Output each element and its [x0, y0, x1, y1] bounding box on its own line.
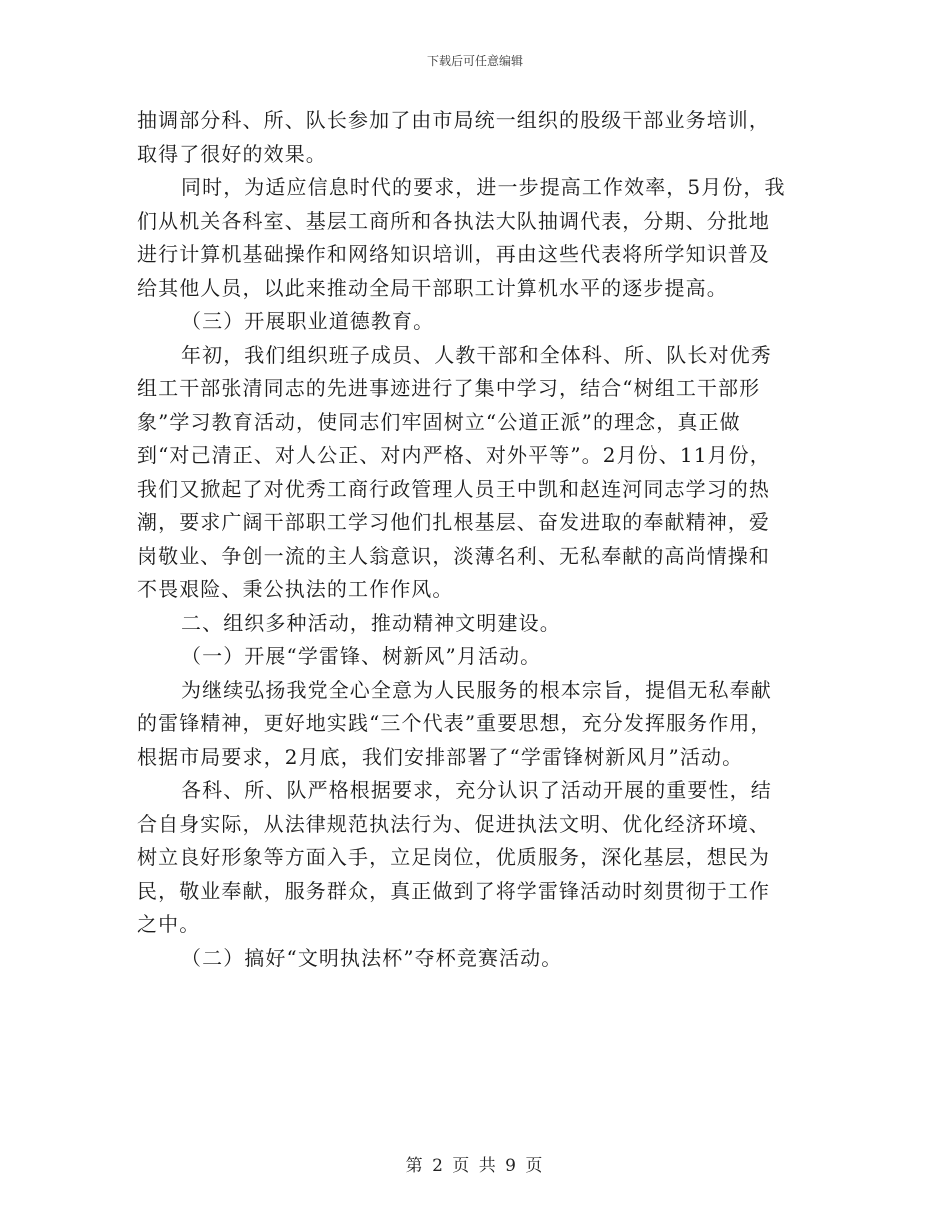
text-line: 到“对己清正、对人公正、对内严格、对外平等”。2月份、11月份， — [137, 443, 771, 467]
text-line: 不畏艰险、秉公执法的工作作风。 — [137, 577, 454, 601]
text-line: 之中。 — [137, 912, 201, 936]
document-body — [137, 104, 827, 975]
text-line: 各科、所、队严格根据要求，充分认识了活动开展的重要性，结 — [181, 778, 772, 802]
text-line: （一）开展“学雷锋、树新风”月活动。 — [181, 644, 542, 668]
text-line: 抽调部分科、所、队长参加了由市局统一组织的股级干部业务培训， — [137, 108, 770, 132]
text-line: 象”学习教育活动，使同志们牢固树立“公道正派”的理念，真正做 — [137, 409, 741, 434]
text-line: 合自身实际，从法律规范执法行为、促进执法文明、优化经济环境、 — [137, 811, 770, 836]
text-line: 二、组织多种活动，推动精神文明建设。 — [181, 610, 561, 635]
text-line: 进行计算机基础操作和网络知识培训，再由这些代表将所学知识普及 — [137, 242, 770, 266]
text-line: 岗敬业、争创一流的主人翁意识，淡薄名利、无私奉献的高尚情操和 — [137, 543, 770, 568]
text-line: 树立良好形象等方面入手，立足岗位，优质服务，深化基层，想民为 — [137, 845, 770, 869]
page-footer: 第 2 页 共 9 页 — [405, 1156, 545, 1176]
page-header: 下载后可任意编辑 — [426, 54, 523, 68]
text-line: 潮，要求广阔干部职工学习他们扎根基层、奋发进取的奉献精神，爱 — [137, 510, 770, 534]
text-line: 为继续弘扬我党全心全意为人民服务的根本宗旨，提倡无私奉献 — [181, 677, 772, 702]
text-line: （三）开展职业道德教育。 — [181, 309, 435, 333]
text-line: 同时，为适应信息时代的要求，进一步提高工作效率，5月份，我 — [181, 175, 786, 199]
text-line: 组工干部张清同志的先进事迹进行了集中学习，结合“树组工干部形 — [137, 376, 761, 400]
text-line: （二）搞好“文明执法杯”夺杯竞赛活动。 — [181, 945, 563, 970]
text-line: 的雷锋精神，更好地实践“三个代表”重要思想，充分发挥服务作用， — [137, 711, 772, 735]
text-line: 年初，我们组织班子成员、人教干部和全体科、所、队长对优秀 — [181, 342, 772, 367]
text-line: 民，敬业奉献，服务群众，真正做到了将学雷锋活动时刻贯彻于工作 — [137, 878, 770, 903]
text-line: 我们又掀起了对优秀工商行政管理人员王中凯和赵连河同志学习的热 — [137, 476, 770, 501]
text-line: 们从机关各科室、基层工商所和各执法大队抽调代表，分期、分批地 — [137, 208, 770, 233]
text-line: 给其他人员，以此来推动全局干部职工计算机水平的逐步提高。 — [137, 275, 728, 300]
text-line: 根据市局要求，2月底，我们安排部署了“学雷锋树新风月”活动。 — [137, 744, 744, 769]
text-line: 取得了很好的效果。 — [137, 141, 327, 166]
